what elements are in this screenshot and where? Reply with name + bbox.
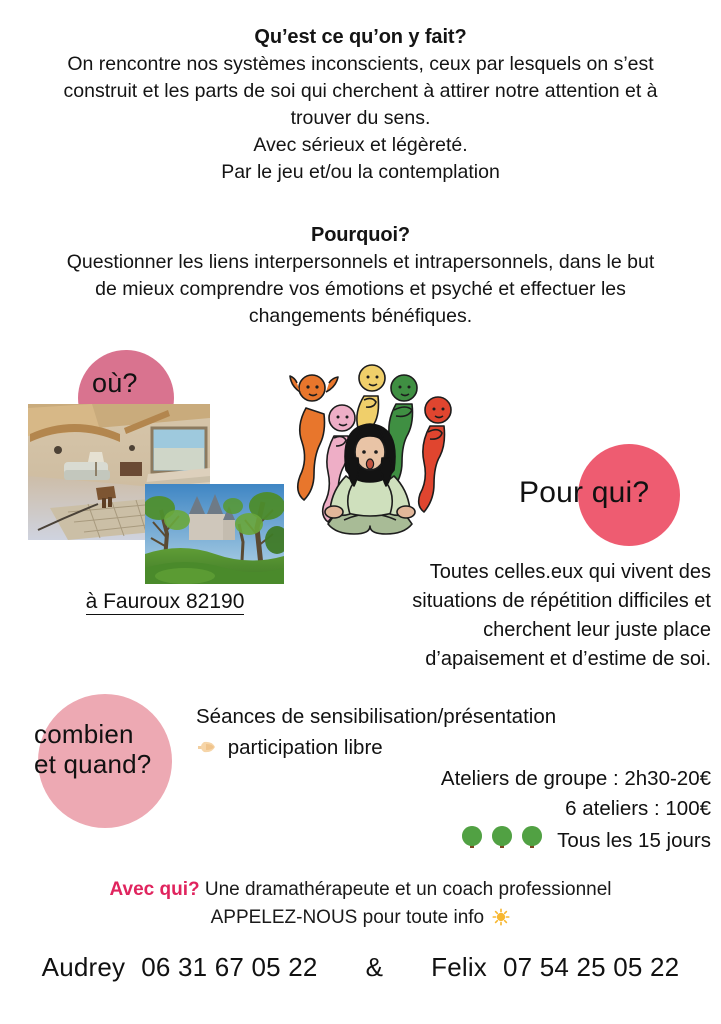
contact-name-1: Audrey	[41, 952, 126, 982]
photo-castle	[145, 484, 284, 584]
contact-row	[0, 952, 721, 983]
who-description	[330, 558, 711, 674]
intro-line-3: trouver du sens.	[290, 106, 431, 129]
why-line-3: changements bénéfiques.	[248, 304, 473, 327]
contact-phone-2[interactable]: 07 54 25 05 22	[503, 952, 680, 982]
who-badge-label: Pour qui?	[519, 476, 650, 509]
call-label: APPELEZ-NOUS pour toute info	[210, 906, 485, 928]
sun-icon	[492, 908, 510, 926]
intro-line-2: construit et les parts de soi qui cherchent à attirer notre attention et à	[63, 79, 658, 102]
pricing-badge-label	[34, 719, 151, 779]
intro-line-1: On rencontre nos systèmes inconscients, ceux par lesquels on s’est	[67, 53, 654, 75]
pricing-badge-line-1: combien	[34, 719, 134, 749]
call-line	[0, 904, 721, 932]
why-section	[0, 222, 721, 330]
with-whom-line	[0, 876, 721, 904]
contact-name-2: Felix	[431, 952, 488, 982]
contact-phone-1[interactable]: 06 31 67 05 22	[141, 952, 318, 982]
contact-audrey	[42, 952, 318, 983]
pricing-badge-line-2: et quand?	[34, 749, 152, 780]
pricing-free-row	[196, 733, 711, 764]
intro-line-5: Par le jeu et/ou la contemplation	[221, 160, 500, 183]
who-line-3: cherchent leur juste place	[483, 619, 711, 641]
with-whom-text: Une dramathérapeute et un coach professionnel	[204, 879, 612, 900]
pricing-intro-line: Séances de sensibilisation/présentation	[196, 705, 557, 728]
contact-separator: &	[365, 952, 384, 982]
with-whom-section	[0, 876, 721, 931]
place-label	[0, 590, 330, 614]
pricing-details	[196, 702, 711, 857]
pointing-right-hand-icon	[196, 740, 218, 755]
with-whom-accent: Avec qui?	[109, 879, 200, 900]
who-line-4: d’apaisement et d’estime de soi.	[425, 648, 711, 670]
intro-section	[0, 24, 721, 186]
why-line-2: de mieux comprendre vos émotions et psyché et effectuer les	[95, 277, 626, 300]
intro-paragraph	[0, 51, 721, 186]
who-line-2: situations de répétition difficiles et	[412, 590, 711, 612]
pricing-group-line: Ateliers de groupe : 2h30-20€	[440, 766, 711, 790]
pricing-frequency-row	[196, 825, 711, 857]
who-line-1: Toutes celles.eux qui vivent des	[429, 561, 711, 583]
pricing-free-label: participation libre	[227, 735, 383, 759]
tree-icons	[459, 825, 545, 849]
place-label-text: à Fauroux 82190	[85, 590, 245, 613]
contact-felix	[431, 952, 679, 983]
intro-heading: Qu’est ce qu’on y fait?	[254, 26, 467, 48]
why-heading: Pourquoi?	[310, 224, 411, 246]
why-line-1: Questionner les liens interpersonnels et intrapersonnels, dans le but	[66, 251, 655, 273]
where-badge-label: où?	[92, 368, 138, 398]
pricing-frequency-label: Tous les 15 jours	[557, 829, 711, 852]
pricing-pack-line: 6 ateliers : 100€	[565, 797, 711, 821]
meditation-illustration	[272, 352, 468, 544]
intro-line-4: Avec sérieux et légèreté.	[253, 133, 468, 156]
why-paragraph	[0, 249, 721, 330]
